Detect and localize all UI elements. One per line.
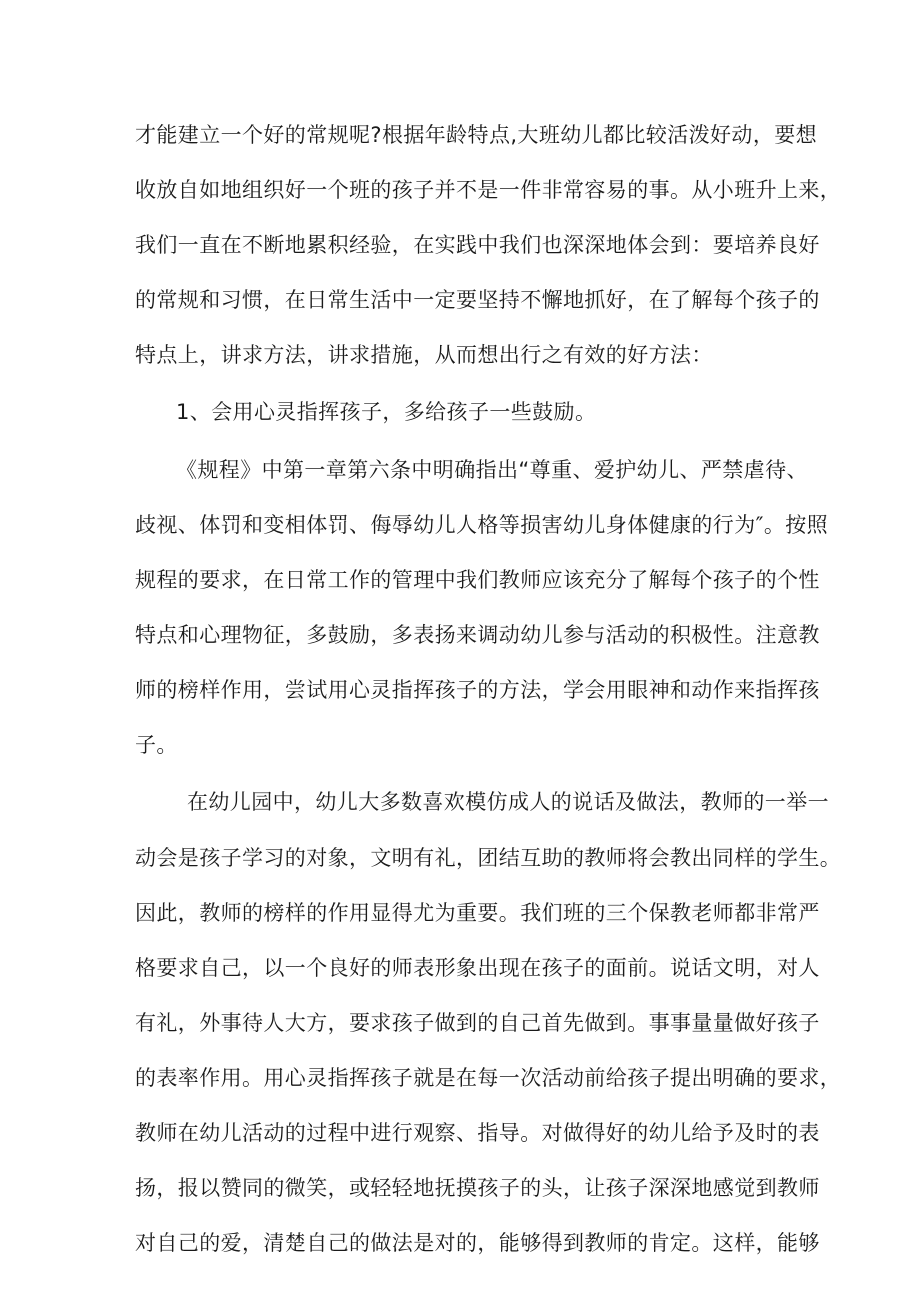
text-line: 规程的要求，在日常工作的管理中我们教师应该充分了解每个孩子的个性 bbox=[135, 568, 820, 592]
text-line: 歧视、体罚和变相体罚、侮辱幼儿人格等损害幼儿身体健康的行为″。按照 bbox=[135, 513, 829, 537]
text-line: 师的榜样作用，尝试用心灵指挥孩子的方法，学会用眼神和动作来指挥孩 bbox=[135, 678, 820, 702]
text-line: 有礼，外事待人大方，要求孩子做到的自己首先做到。事事量量做好孩子 bbox=[135, 1011, 820, 1035]
text-line: 子。 bbox=[135, 733, 178, 757]
text-line: 《规程》中第一章第六条中明确指出“尊重、爱护幼儿、严禁虐待、 bbox=[176, 458, 808, 482]
text-line: 教师在幼儿活动的过程中进行观察、指导。对做得好的幼儿给予及时的表 bbox=[135, 1121, 820, 1145]
text-line: 的表率作用。用心灵指挥孩子就是在每一次活动前给孩子提出明确的要求， bbox=[135, 1066, 842, 1090]
text-line: 的常规和习惯，在日常生活中一定要坚持不懈地抓好，在了解每个孩子的 bbox=[135, 288, 820, 312]
text-line: 格要求自己，以一个良好的师表形象出现在孩子的面前。说话文明，对人 bbox=[135, 956, 820, 980]
text-line: 扬，报以赞同的微笑，或轻轻地抚摸孩子的头，让孩子深深地感觉到教师 bbox=[135, 1176, 820, 1200]
text-line: 特点和心理物征，多鼓励，多表扬来调动幼儿参与活动的积极性。注意教 bbox=[135, 623, 820, 647]
text-line: 才能建立一个好的常规呢?根据年龄特点,大班幼儿都比较活泼好动，要想 bbox=[135, 123, 818, 147]
section-heading: 1、会用心灵指挥孩子，多给孩子一些鼓励。 bbox=[176, 400, 597, 424]
text-line: 对自己的爱，清楚自己的做法是对的，能够得到教师的肯定。这样，能够 bbox=[135, 1231, 820, 1255]
text-line: 动会是孩子学习的对象，文明有礼，团结互助的教师将会教出同样的学生。 bbox=[135, 846, 842, 870]
text-line: 在幼儿园中，幼儿大多数喜欢模仿成人的说话及做法，教师的一举一 bbox=[187, 790, 829, 814]
text-line: 收放自如地组织好一个班的孩子并不是一件非常容易的事。从小班升上来， bbox=[135, 178, 842, 202]
text-line: 我们一直在不断地累积经验，在实践中我们也深深地体会到：要培养良好 bbox=[135, 233, 820, 257]
text-line: 因此，教师的榜样的作用显得尤为重要。我们班的三个保教老师都非常严 bbox=[135, 901, 820, 925]
text-line: 特点上，讲求方法，讲求措施，从而想出行之有效的好方法： bbox=[135, 343, 713, 367]
